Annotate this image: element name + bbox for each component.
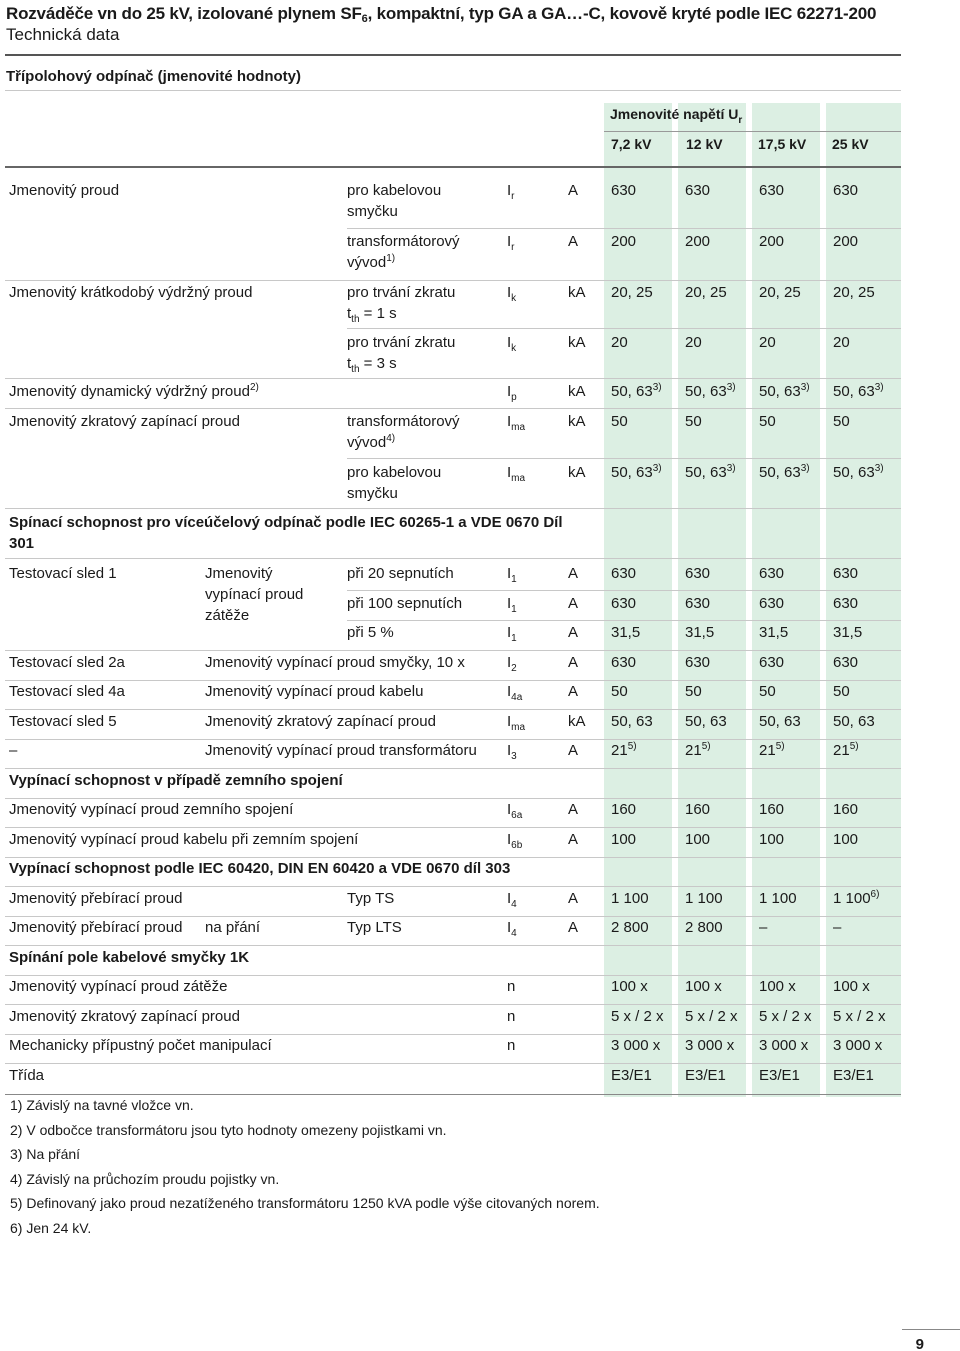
row-value: E3/E1: [685, 1067, 726, 1084]
row-value: 630: [685, 182, 711, 199]
row-symbol: $I_k$: [507, 284, 517, 304]
row-value: 100 x: [611, 978, 648, 995]
row-value: 50: [833, 683, 850, 700]
row-symbol: $I_{6b}$: [507, 831, 523, 851]
row-value: 100 x: [759, 978, 796, 995]
footnote: 6) Jen 24 kV.: [10, 1219, 92, 1236]
row-rule: [347, 620, 901, 621]
row-value: 50: [833, 413, 850, 430]
row-value: 100: [611, 831, 637, 848]
row-value: 100: [759, 831, 785, 848]
row-value: –: [833, 919, 842, 936]
row-symbol: $I_2$: [507, 654, 517, 674]
row-value: 200: [759, 233, 785, 250]
row-value: 50: [759, 683, 776, 700]
row-rule: [5, 1004, 901, 1005]
row-condition: pro kabelovou smyčku: [347, 464, 442, 502]
row-label: Testovací sled 5: [9, 713, 117, 730]
row-rule: [5, 709, 901, 710]
row-value: 21$^{5)}$: [685, 741, 711, 759]
row-rule: [5, 827, 901, 828]
row-symbol: $I_p$: [507, 383, 517, 403]
row-value: 21$^{5)}$: [759, 741, 785, 759]
row-sublabel: Jmenovitý vypínací proud transformátoru: [205, 742, 477, 759]
row-symbol: $I_k$: [507, 334, 517, 354]
row-unit: A: [568, 595, 579, 612]
section-title: Třípolohový odpínač (jmenovité hodnoty): [6, 68, 301, 85]
page-footer-rule: [902, 1329, 960, 1351]
row-unit: A: [568, 624, 579, 641]
row-symbol: $I_{6a}$: [507, 801, 523, 821]
row-value: 50, 63$^{3)}$: [759, 463, 810, 481]
row-value: 20, 25: [611, 284, 653, 301]
row-unit: kA: [568, 713, 586, 730]
row-unit: A: [568, 654, 579, 671]
row-label: Jmenovitý krátkodobý výdržný proud: [9, 284, 253, 301]
row-value: 20, 25: [833, 284, 875, 301]
row-value: 630: [685, 595, 711, 612]
row-condition: pro trvání zkratu $t_{th} = 3$ s: [347, 334, 456, 375]
row-rule: [5, 768, 901, 769]
row-label: Jmenovitý přebírací proud: [9, 890, 183, 907]
row-value: 630: [611, 182, 637, 199]
row-value: 630: [833, 595, 859, 612]
row-value: 50: [759, 413, 776, 430]
footnote: 5) Definovaný jako proud nezatíženého transformátoru 1250 kVA podle výše citovaných norem.: [10, 1195, 600, 1211]
row-symbol: n: [507, 978, 516, 995]
row-condition: při 100 sepnutích: [347, 595, 463, 612]
row-value: 630: [611, 595, 637, 612]
row-label: Testovací sled 4a: [9, 683, 125, 700]
row-symbol: $I_4$: [507, 919, 517, 939]
row-symbol: $I_1$: [507, 565, 517, 585]
row-label: Testovací sled 1: [9, 565, 117, 582]
row-condition: transformátorový vývod$^{1)}$: [347, 233, 460, 271]
page-number: 9: [915, 1336, 924, 1351]
row-unit: A: [568, 565, 579, 582]
row-rule: [5, 1063, 901, 1064]
row-unit: A: [568, 890, 579, 907]
row-symbol: $I_r$: [507, 233, 515, 253]
row-label: Jmenovitý vypínací proud zemního spojení: [9, 801, 294, 818]
row-value: 5 x / 2 x: [685, 1008, 738, 1025]
row-label: –: [9, 742, 18, 759]
row-value: 50: [685, 683, 702, 700]
row-value: 50: [611, 683, 628, 700]
row-value: 100: [833, 831, 859, 848]
footnote: 4) Závislý na průchozím proudu pojistky vn.: [10, 1170, 280, 1187]
row-label: Mechanicky přípustný počet manipulací: [9, 1037, 272, 1054]
row-condition: Typ TS: [347, 890, 395, 907]
row-value: 5 x / 2 x: [833, 1008, 886, 1025]
column-header: 17,5 kV: [758, 136, 807, 152]
row-symbol: $I_1$: [507, 595, 517, 615]
row-value: 100: [685, 831, 711, 848]
row-value: 50: [611, 413, 628, 430]
footnote: 3) Na přání: [10, 1146, 81, 1162]
row-condition: při 5 %: [347, 624, 394, 641]
row-value: 630: [759, 182, 785, 199]
row-rule: [5, 508, 901, 509]
row-label: Jmenovitý dynamický výdržný proud$^{2)}$: [9, 382, 259, 400]
section-heading: Spínací schopnost pro víceúčelový odpínač podle IEC 60265-1 a VDE 0670 Díl 301: [9, 514, 563, 552]
row-label: Jmenovitý proud: [9, 182, 120, 199]
row-value: 20: [685, 334, 702, 351]
row-value: 1 100$^{6)}$: [833, 889, 880, 907]
row-value: 20: [759, 334, 776, 351]
row-sublabel: na přání: [205, 919, 261, 936]
row-rule: [347, 328, 901, 329]
row-unit: kA: [568, 464, 586, 481]
row-value: 50, 63$^{3)}$: [759, 382, 810, 400]
row-sublabel: Jmenovitý vypínací proud zátěže: [205, 565, 304, 624]
voltage-group-header: Jmenovité napětí $U_r$: [610, 106, 743, 126]
row-value: 20, 25: [685, 284, 727, 301]
row-condition: pro kabelovou smyčku: [347, 182, 442, 220]
row-value: 200: [611, 233, 637, 250]
row-label: Jmenovitý zkratový zapínací proud: [9, 1008, 240, 1025]
column-header: 12 kV: [686, 136, 723, 152]
row-value: E3/E1: [759, 1067, 800, 1084]
row-value: 50, 63$^{3)}$: [833, 463, 884, 481]
row-symbol: $I_1$: [507, 624, 517, 644]
row-value: 630: [833, 654, 859, 671]
row-value: 31,5: [833, 624, 863, 641]
row-value: 630: [685, 654, 711, 671]
row-symbol: $I_3$: [507, 742, 517, 762]
page-title: Rozváděče vn do 25 kV, izolované plynem SF6, kompaktní, typ GA a GA…-C, kovově kryté podle IEC 62271-200: [6, 4, 877, 25]
column-header: 25 kV: [832, 136, 869, 152]
row-symbol: $I_{4a}$: [507, 683, 523, 703]
row-label: Třída: [9, 1067, 45, 1084]
row-value: 200: [685, 233, 711, 250]
row-value: 50, 63: [759, 713, 801, 730]
row-rule: [347, 590, 901, 591]
row-value: 20, 25: [759, 284, 801, 301]
row-label: Jmenovitý přebírací proud: [9, 919, 183, 936]
row-value: 630: [759, 595, 785, 612]
row-value: 50, 63$^{3)}$: [685, 382, 736, 400]
row-value: 31,5: [759, 624, 789, 641]
section-rule: [5, 90, 901, 91]
row-unit: A: [568, 742, 579, 759]
row-unit: kA: [568, 284, 586, 301]
row-value: 3 000 x: [611, 1037, 661, 1054]
row-rule: [5, 886, 901, 887]
row-value: 50, 63$^{3)}$: [611, 382, 662, 400]
page-subtitle: Technická data: [6, 25, 120, 44]
row-symbol: $I_{ma}$: [507, 464, 526, 484]
row-label: Jmenovitý vypínací proud kabelu při zemním spojení: [9, 831, 359, 848]
section-heading: Spínání pole kabelové smyčky 1K: [9, 949, 250, 966]
row-value: 100 x: [685, 978, 722, 995]
row-value: 50: [685, 413, 702, 430]
row-value: 160: [833, 801, 859, 818]
row-value: 50, 63: [685, 713, 727, 730]
row-value: 50, 63$^{3)}$: [611, 463, 662, 481]
row-value: 160: [685, 801, 711, 818]
row-value: 160: [611, 801, 637, 818]
row-value: 2 800: [611, 919, 649, 936]
row-value: E3/E1: [833, 1067, 874, 1084]
row-rule: [5, 650, 901, 651]
row-symbol: n: [507, 1008, 516, 1025]
row-value: 200: [833, 233, 859, 250]
row-unit: A: [568, 683, 579, 700]
row-rule: [5, 408, 901, 409]
row-rule: [5, 378, 901, 379]
row-unit: A: [568, 801, 579, 818]
row-value: 1 100: [611, 890, 649, 907]
row-symbol: $I_r$: [507, 182, 515, 202]
title-rule: [5, 54, 901, 56]
row-value: –: [759, 919, 768, 936]
row-rule: [5, 945, 901, 946]
row-unit: A: [568, 233, 579, 250]
row-value: 2 800: [685, 919, 723, 936]
row-value: 50, 63: [833, 713, 875, 730]
row-value: 3 000 x: [685, 1037, 735, 1054]
row-label: Jmenovitý zkratový zapínací proud: [9, 413, 240, 430]
row-value: 5 x / 2 x: [611, 1008, 664, 1025]
row-value: 630: [833, 182, 859, 199]
row-sublabel: Jmenovitý vypínací proud smyčky, 10 x: [205, 654, 465, 671]
row-value: 3 000 x: [833, 1037, 883, 1054]
section-heading: Vypínací schopnost podle IEC 60420, DIN EN 60420 a VDE 0670 díl 303: [9, 860, 511, 877]
row-value: 630: [759, 565, 785, 582]
row-value: 160: [759, 801, 785, 818]
section-heading: Vypínací schopnost v případě zemního spojení: [9, 772, 343, 789]
row-value: 31,5: [685, 624, 715, 641]
row-value: 630: [611, 654, 637, 671]
footnote: 2) V odbočce transformátoru jsou tyto hodnoty omezeny pojistkami vn.: [10, 1121, 447, 1138]
row-symbol: $I_{ma}$: [507, 713, 526, 733]
row-value: 1 100: [685, 890, 723, 907]
row-value: 20: [833, 334, 850, 351]
row-value: 50, 63$^{3)}$: [833, 382, 884, 400]
row-value: 630: [611, 565, 637, 582]
row-sublabel: Jmenovitý zkratový zapínací proud: [205, 713, 436, 730]
row-rule: [347, 228, 901, 229]
row-rule: [5, 280, 901, 281]
row-rule: [5, 558, 901, 559]
row-unit: A: [568, 182, 579, 199]
row-condition: pro trvání zkratu $t_{th} = 1$ s: [347, 284, 456, 325]
row-value: 50, 63$^{3)}$: [685, 463, 736, 481]
footnote: 1) Závislý na tavné vložce vn.: [10, 1097, 194, 1113]
row-value: 20: [611, 334, 628, 351]
column-header: 7,2 kV: [611, 136, 652, 152]
row-label: Jmenovitý vypínací proud zátěže: [9, 978, 228, 995]
row-unit: kA: [568, 383, 586, 400]
row-value: 630: [685, 565, 711, 582]
row-value: 3 000 x: [759, 1037, 809, 1054]
row-value: 21$^{5)}$: [611, 741, 637, 759]
row-value: 31,5: [611, 624, 641, 641]
row-rule: [347, 458, 901, 459]
row-unit: kA: [568, 334, 586, 351]
row-rule: [5, 1094, 901, 1095]
row-sublabel: Jmenovitý vypínací proud kabelu: [205, 683, 424, 700]
row-value: 21$^{5)}$: [833, 741, 859, 759]
row-value: 630: [759, 654, 785, 671]
row-unit: A: [568, 831, 579, 848]
row-condition: Typ LTS: [347, 919, 402, 936]
row-symbol: $I_4$: [507, 890, 517, 910]
row-label: Testovací sled 2a: [9, 654, 125, 671]
row-unit: kA: [568, 413, 586, 430]
row-symbol: $I_{ma}$: [507, 413, 526, 433]
row-condition: při 20 sepnutích: [347, 565, 454, 582]
row-symbol: n: [507, 1037, 516, 1054]
row-value: E3/E1: [611, 1067, 652, 1084]
row-condition: transformátorový vývod$^{4)}$: [347, 413, 460, 451]
row-value: 100 x: [833, 978, 870, 995]
row-value: 5 x / 2 x: [759, 1008, 812, 1025]
row-value: 50, 63: [611, 713, 653, 730]
row-unit: A: [568, 919, 579, 936]
row-value: 1 100: [759, 890, 797, 907]
row-value: 630: [833, 565, 859, 582]
